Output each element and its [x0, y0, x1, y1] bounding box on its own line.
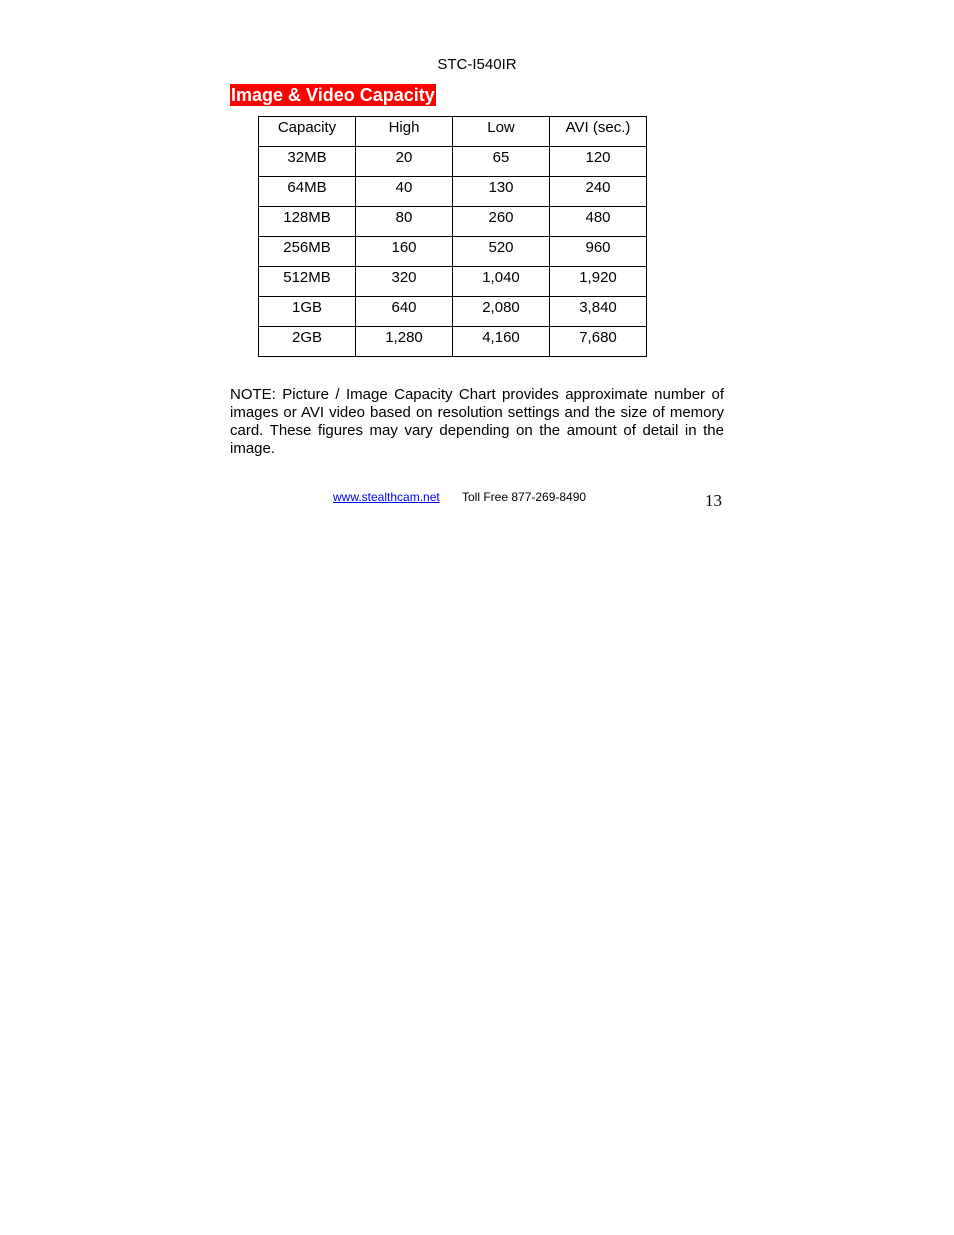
table-cell-capacity: 64MB [259, 177, 356, 207]
table-cell-low: 2,080 [453, 297, 550, 327]
table-cell-avi: 240 [550, 177, 647, 207]
column-header-low: Low [453, 117, 550, 147]
table-cell-capacity: 2GB [259, 327, 356, 357]
table-row [259, 237, 647, 267]
table-cell-avi: 120 [550, 147, 647, 177]
table-cell-low: 260 [453, 207, 550, 237]
column-header-capacity: Capacity [259, 117, 356, 147]
toll-free-phone: Toll Free 877-269-8490 [462, 490, 587, 504]
column-header-avi: AVI (sec.) [550, 117, 647, 147]
table-cell-low: 1,040 [453, 267, 550, 297]
table-cell-capacity: 512MB [259, 267, 356, 297]
table-cell-high: 160 [356, 237, 453, 267]
table-cell-high: 640 [356, 297, 453, 327]
table-cell-capacity: 128MB [259, 207, 356, 237]
table-row [259, 327, 647, 357]
table-cell-high: 80 [356, 207, 453, 237]
section-title: Image & Video Capacity [231, 85, 435, 105]
table-header-row [259, 117, 647, 147]
table-cell-capacity: 32MB [259, 147, 356, 177]
table-cell-low: 4,160 [453, 327, 550, 357]
capacity-note: NOTE: Picture / Image Capacity Chart provides approximate number of images or AVI video based on resolution settings and the size of memory card. These figures may vary depending on the amount of detail in the image. [230, 386, 724, 457]
page-number: 13 [705, 491, 722, 510]
table-row [259, 147, 647, 177]
table-row [259, 297, 647, 327]
table-row [259, 177, 647, 207]
table-row [259, 207, 647, 237]
table-cell-high: 40 [356, 177, 453, 207]
page-header: STC-I540IR [437, 56, 517, 73]
table-cell-capacity: 1GB [259, 297, 356, 327]
table-cell-high: 1,280 [356, 327, 453, 357]
website-link[interactable]: www.stealthcam.net [333, 490, 440, 504]
table-cell-low: 130 [453, 177, 550, 207]
table-cell-high: 20 [356, 147, 453, 177]
column-header-high: High [356, 117, 453, 147]
table-cell-low: 65 [453, 147, 550, 177]
table-cell-capacity: 256MB [259, 237, 356, 267]
table-cell-avi: 480 [550, 207, 647, 237]
capacity-table [258, 116, 647, 357]
table-cell-avi: 7,680 [550, 327, 647, 357]
table-cell-avi: 3,840 [550, 297, 647, 327]
table-row [259, 267, 647, 297]
table-cell-avi: 960 [550, 237, 647, 267]
table-cell-low: 520 [453, 237, 550, 267]
table-cell-high: 320 [356, 267, 453, 297]
table-cell-avi: 1,920 [550, 267, 647, 297]
